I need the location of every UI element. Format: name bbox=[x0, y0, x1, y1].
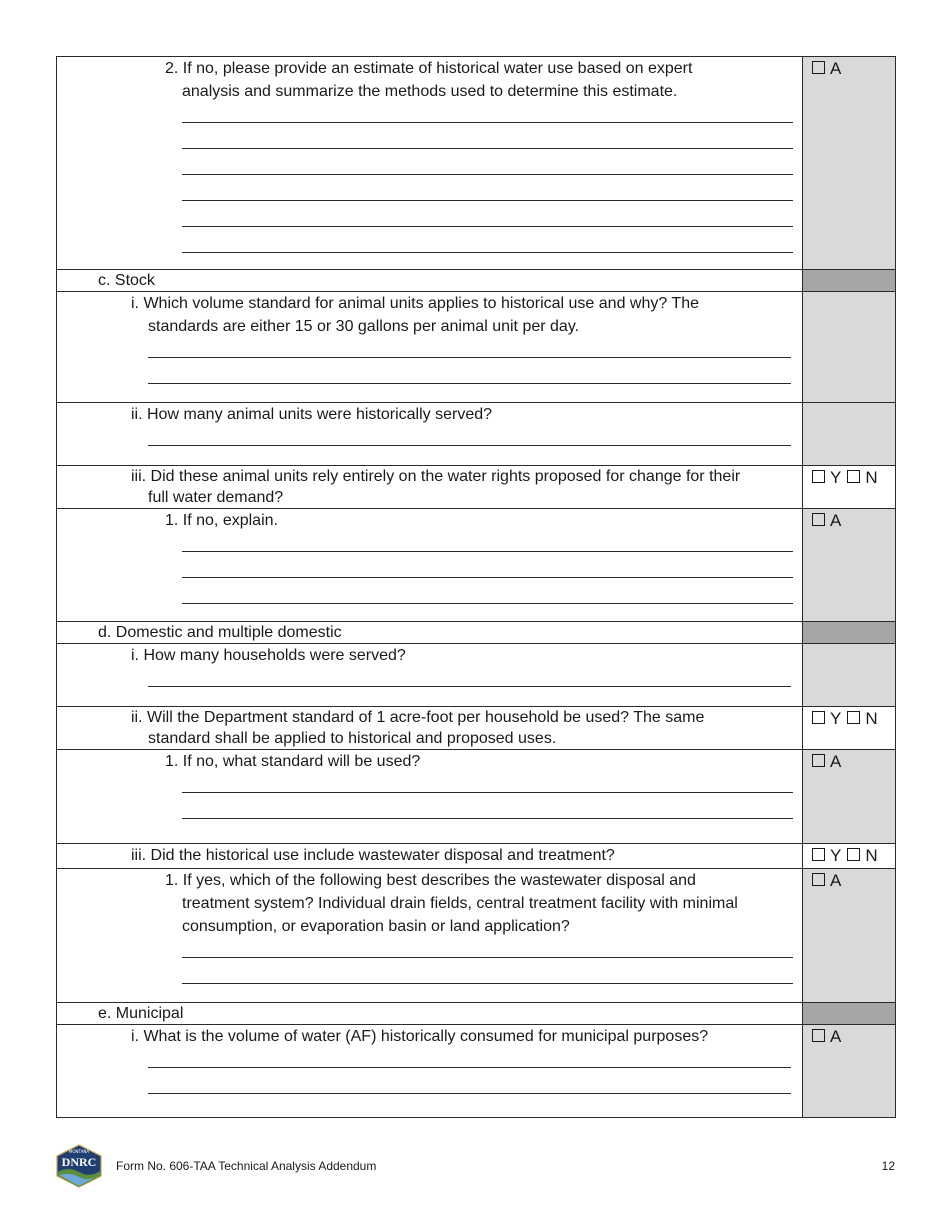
section-row bbox=[57, 622, 896, 644]
checkbox-a[interactable]: A bbox=[803, 750, 895, 773]
table-row bbox=[57, 509, 896, 622]
question-cell bbox=[57, 869, 803, 1003]
table-row bbox=[57, 57, 896, 270]
section-heading-cell bbox=[57, 622, 803, 644]
dnrc-logo-icon bbox=[56, 1144, 102, 1188]
question-cell bbox=[57, 750, 803, 844]
section-row bbox=[57, 270, 896, 292]
page-number: 12 bbox=[881, 1159, 895, 1173]
checkbox-icon[interactable] bbox=[847, 711, 860, 724]
question-text: i. What is the volume of water (AF) historically consumed for municipal purposes? bbox=[131, 1028, 709, 1045]
answer-lines[interactable] bbox=[57, 667, 802, 687]
table-row bbox=[57, 707, 896, 750]
section-heading-cell bbox=[57, 270, 803, 292]
checkbox-a[interactable]: A bbox=[803, 509, 895, 532]
section-heading: d. Domestic and multiple domestic bbox=[98, 624, 342, 641]
checkbox-icon[interactable] bbox=[812, 711, 825, 724]
checkbox-a[interactable]: A bbox=[803, 1025, 895, 1048]
question-cell bbox=[57, 644, 803, 707]
table-row bbox=[57, 1025, 896, 1118]
table-row bbox=[57, 466, 896, 509]
answer-lines[interactable] bbox=[57, 773, 802, 819]
answer-lines[interactable] bbox=[57, 1048, 802, 1094]
checkbox-icon[interactable] bbox=[812, 754, 825, 767]
answer-lines[interactable] bbox=[57, 532, 802, 604]
section-row bbox=[57, 1003, 896, 1025]
answer-cell bbox=[803, 707, 896, 750]
question-text: iii. Did these animal units rely entirely on the water rights proposed for change for their full water demand? bbox=[131, 468, 741, 506]
checkbox-icon[interactable] bbox=[812, 873, 825, 886]
question-text: 1. If no, explain. bbox=[165, 512, 278, 529]
yes-no-checkbox[interactable]: Y N bbox=[803, 466, 895, 489]
table-row bbox=[57, 750, 896, 844]
table-row bbox=[57, 403, 896, 466]
question-text: iii. Did the historical use include wastewater disposal and treatment? bbox=[131, 847, 615, 864]
checkbox-icon[interactable] bbox=[812, 61, 825, 74]
question-cell bbox=[57, 466, 803, 509]
answer-cell bbox=[803, 509, 896, 622]
question-cell bbox=[57, 292, 803, 403]
page-footer bbox=[56, 1144, 895, 1188]
checkbox-icon[interactable] bbox=[812, 848, 825, 861]
checkbox-a[interactable]: A bbox=[803, 57, 895, 80]
question-cell bbox=[57, 1025, 803, 1118]
checkbox-icon[interactable] bbox=[812, 513, 825, 526]
table-row bbox=[57, 869, 896, 1003]
question-text: i. Which volume standard for animal units applies to historical use and why? The standards are either 15 or 30 gallons per animal unit per day. bbox=[131, 295, 699, 335]
question-cell bbox=[57, 403, 803, 466]
svg-text:DNRC: DNRC bbox=[61, 1155, 97, 1169]
section-heading-cell bbox=[57, 1003, 803, 1025]
question-cell bbox=[57, 844, 803, 869]
section-heading: e. Municipal bbox=[98, 1005, 184, 1022]
yes-no-checkbox[interactable]: Y N bbox=[803, 707, 895, 730]
answer-lines[interactable] bbox=[57, 938, 802, 984]
question-cell bbox=[57, 509, 803, 622]
answer-lines[interactable] bbox=[57, 338, 802, 384]
answer-cell bbox=[803, 869, 896, 1003]
yes-no-checkbox[interactable]: Y N bbox=[803, 844, 895, 867]
question-cell bbox=[57, 707, 803, 750]
answer-cell bbox=[803, 466, 896, 509]
table-row bbox=[57, 644, 896, 707]
checkbox-a[interactable]: A bbox=[803, 869, 895, 892]
table-row bbox=[57, 844, 896, 869]
question-text: 1. If no, what standard will be used? bbox=[165, 753, 421, 770]
table-row bbox=[57, 292, 896, 403]
form-number: Form No. 606-TAA Technical Analysis Addendum bbox=[116, 1159, 377, 1173]
checkbox-icon[interactable] bbox=[812, 1029, 825, 1042]
question-cell bbox=[57, 57, 803, 270]
checkbox-icon[interactable] bbox=[812, 470, 825, 483]
checkbox-icon[interactable] bbox=[847, 470, 860, 483]
section-heading: c. Stock bbox=[98, 272, 155, 289]
form-table bbox=[56, 56, 896, 1118]
question-text: ii. How many animal units were historically served? bbox=[131, 406, 493, 423]
answer-lines[interactable] bbox=[57, 103, 802, 253]
question-text: i. How many households were served? bbox=[131, 647, 406, 664]
answer-cell bbox=[803, 844, 896, 869]
question-text: ii. Will the Department standard of 1 acre-foot per household be used? The same standard shall be applied to historical and proposed uses. bbox=[131, 709, 705, 747]
answer-cell bbox=[803, 1025, 896, 1118]
question-text: 2. If no, please provide an estimate of historical water use based on expert analysis and summarize the methods used to determine this estimate. bbox=[165, 60, 693, 100]
answer-cell bbox=[803, 57, 896, 270]
answer-lines[interactable] bbox=[57, 426, 802, 446]
question-text: 1. If yes, which of the following best describes the wastewater disposal and treatment system? Individual drain fields, central treatment facility with minimal consumption, or evaporation basin or land application? bbox=[165, 872, 738, 935]
svg-text:MONTANA: MONTANA bbox=[68, 1149, 90, 1154]
answer-cell bbox=[803, 750, 896, 844]
checkbox-icon[interactable] bbox=[847, 848, 860, 861]
